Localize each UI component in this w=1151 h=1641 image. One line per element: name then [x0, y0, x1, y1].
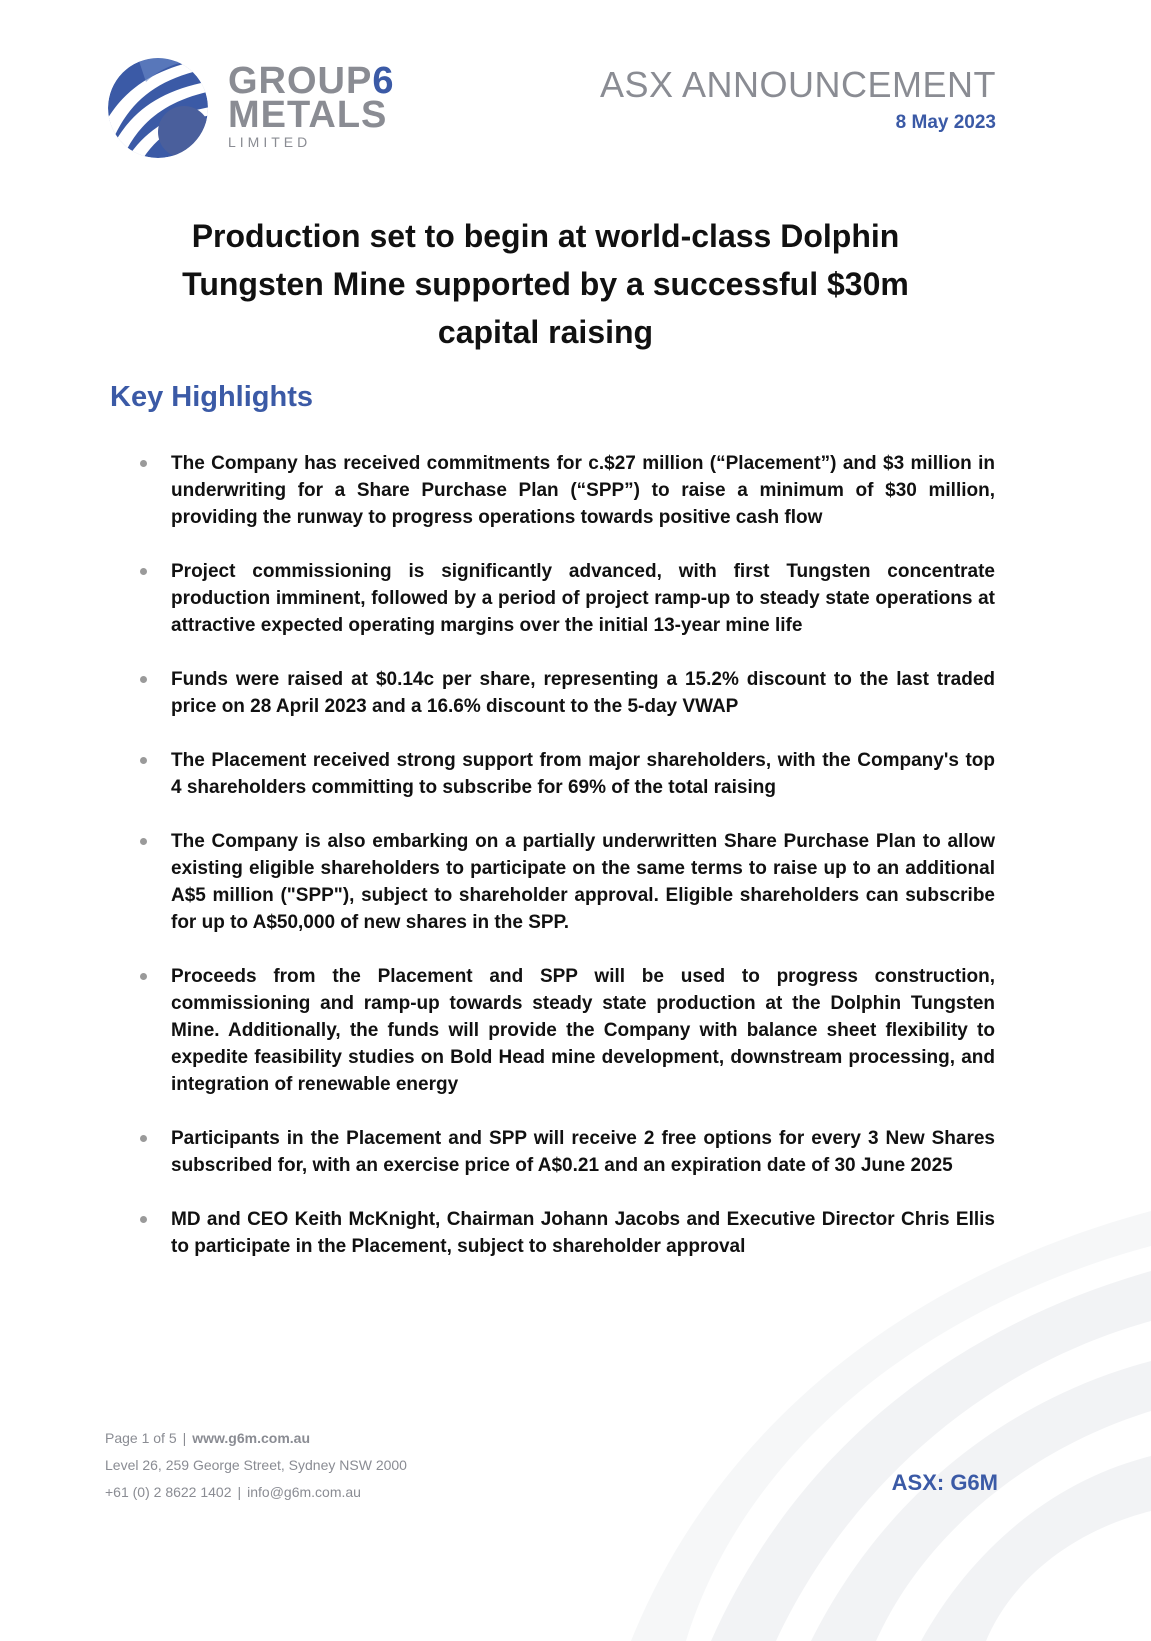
bullet-icon: [140, 1135, 147, 1142]
footer-separator: |: [237, 1484, 242, 1500]
website-link[interactable]: www.g6m.com.au: [192, 1430, 310, 1446]
footer-line-contact: [105, 1479, 407, 1506]
company-logo: [106, 52, 406, 160]
bullet-icon: [140, 676, 147, 683]
list-item: [138, 747, 995, 801]
bullet-icon: [140, 757, 147, 764]
highlights-list: [138, 450, 995, 1287]
list-item: [138, 1125, 995, 1179]
list-item-text: Proceeds from the Placement and SPP will be used to progress construction, commissioning and ramp-up towards steady state production at the Dolphin Tungsten Mine. Additionally, the funds will provide the Company with balance sheet flexibility to expedite feasibility studies on Bold Head mine development, downstream processing, and integration of renewable energy: [171, 966, 995, 1095]
list-item-text: Participants in the Placement and SPP will receive 2 free options for every 3 New Shares subscribed for, with an exercise price of A$0.21 and an expiration date of 30 June 2025: [171, 1128, 995, 1176]
list-item: [138, 963, 995, 1098]
list-item-text: Project commissioning is significantly advanced, with first Tungsten concentrate production imminent, followed by a period of project ramp-up to steady state operations at attractive expected operating margins over the initial 13-year mine life: [171, 561, 995, 636]
footer-address: Level 26, 259 George Street, Sydney NSW 2000: [105, 1457, 407, 1473]
list-item-text: The Company is also embarking on a partially underwritten Share Purchase Plan to allow existing eligible shareholders to participate on the same terms to raise up to an additional A$5 million ("SPP"), subject to shareholder approval. Eligible shareholders can subscribe for up to A$50,000 of new shares in the SPP.: [171, 831, 995, 933]
bullet-icon: [140, 838, 147, 845]
section-title-key-highlights: Key Highlights: [110, 381, 314, 413]
list-item: [138, 450, 995, 531]
footer-separator: |: [182, 1430, 187, 1446]
announcement-date: 8 May 2023: [895, 112, 996, 133]
list-item: [138, 1206, 995, 1260]
list-item-text: MD and CEO Keith McKnight, Chairman Johann Jacobs and Executive Director Chris Ellis to participate in the Placement, subject to shareholder approval: [171, 1209, 995, 1257]
list-item: [138, 558, 995, 639]
logo-word-metals: METALS: [228, 94, 388, 136]
list-item-text: Funds were raised at $0.14c per share, representing a 15.2% discount to the last traded price on 28 April 2023 and a 16.6% discount to the 5-day VWAP: [171, 669, 995, 717]
list-item-text: The Placement received strong support from major shareholders, with the Company's top 4 shareholders committing to subscribe for 69% of the total raising: [171, 750, 995, 798]
bullet-icon: [140, 973, 147, 980]
bullet-icon: [140, 1216, 147, 1223]
footer-line-page: [105, 1425, 407, 1452]
logo-word-limited: LIMITED: [228, 134, 312, 150]
email-link[interactable]: info@g6m.com.au: [247, 1484, 361, 1500]
bullet-icon: [140, 568, 147, 575]
page-footer: [105, 1425, 407, 1506]
page-number: Page 1 of 5: [105, 1430, 177, 1446]
list-item-text: The Company has received commitments for c.$27 million (“Placement”) and $3 million in underwriting for a Share Purchase Plan (“SPP”) to raise a minimum of $30 million, providing the runway to progress operations towards positive cash flow: [171, 453, 995, 528]
list-item: [138, 828, 995, 936]
footer-phone: +61 (0) 2 8622 1402: [105, 1484, 232, 1500]
announcement-label: ASX ANNOUNCEMENT: [599, 64, 996, 105]
asx-ticker: ASX: G6M: [891, 1470, 998, 1495]
logo-digit-six: 6: [372, 60, 395, 102]
page-title: Production set to begin at world-class Dolphin Tungsten Mine supported by a successful $30m capital raising: [182, 218, 909, 350]
logo-word-group: GROUP: [228, 60, 373, 102]
logo-mark-icon: [106, 52, 218, 160]
bullet-icon: [140, 460, 147, 467]
list-item: [138, 666, 995, 720]
